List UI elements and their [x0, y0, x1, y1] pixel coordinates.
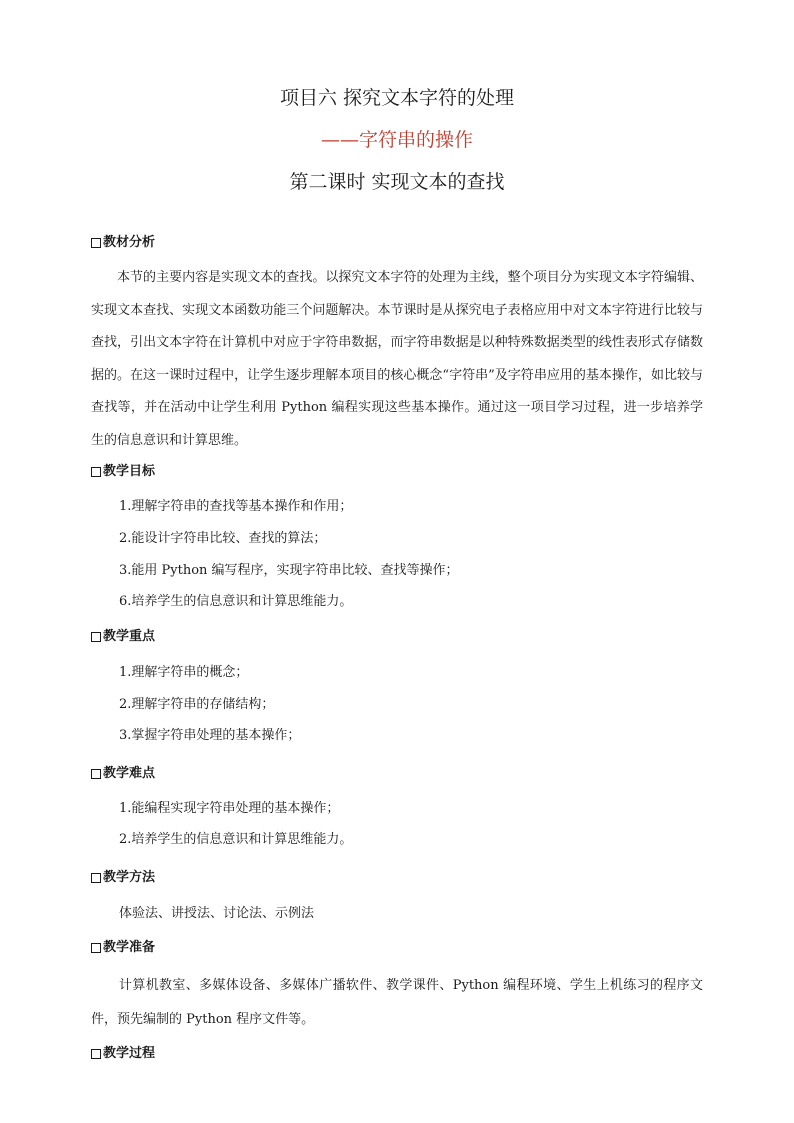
- section-heading-label: 教学过程: [103, 1046, 156, 1061]
- preparation-paragraph: 计算机教室、多媒体设备、多媒体广播软件、教学课件、Python 编程环境、学生上机练习的程序文件，预先编制的 Python 程序文件等。: [91, 978, 703, 1027]
- checkbox-square-icon: [91, 769, 101, 779]
- section-heading-difficulties: [91, 765, 155, 783]
- list-item: 2.培养学生的信息意识和计算思维能力。: [119, 832, 353, 847]
- list-item: 3.掌握字符串处理的基本操作；: [119, 728, 301, 743]
- section-heading-label: 教学难点: [103, 766, 156, 781]
- checkbox-square-icon: [91, 873, 101, 883]
- methods-text: 体验法、讲授法、讨论法、示例法: [119, 906, 315, 921]
- section-heading-key-points: [91, 628, 155, 646]
- section-heading-preparation: [91, 939, 155, 957]
- list-item: 1.能编程实现字符串处理的基本操作；: [119, 801, 340, 816]
- section-heading-label: 教学准备: [103, 940, 156, 955]
- checkbox-square-icon: [91, 238, 101, 248]
- checkbox-square-icon: [91, 1049, 101, 1059]
- checkbox-square-icon: [91, 943, 101, 953]
- section-heading-label: 教学目标: [103, 464, 156, 479]
- section-heading-goals: [91, 463, 155, 481]
- page-title: 项目六 探究文本字符的处理: [279, 87, 515, 109]
- page-subtitle: ——字符串的操作: [320, 129, 473, 151]
- section-heading-label: 教学重点: [103, 629, 156, 644]
- section-heading-methods: [91, 869, 155, 887]
- checkbox-square-icon: [91, 632, 101, 642]
- checkbox-square-icon: [91, 467, 101, 477]
- list-item: 2.能设计字符串比较、查找的算法；: [119, 531, 327, 546]
- list-item: 1.理解字符串的概念；: [119, 665, 249, 680]
- section-heading-label: 教材分析: [103, 235, 156, 250]
- section-heading-process: [91, 1045, 155, 1063]
- list-item: 6.培养学生的信息意识和计算思维能力。: [119, 594, 353, 609]
- list-item: 2.理解字符串的存储结构；: [119, 697, 275, 712]
- analysis-paragraph: 本节的主要内容是实现文本的查找。以探究文本字符的处理为主线，整个项目分为实现文本字符编辑、实现文本查找、实现文本函数功能三个问题解决。本节课时是从探究电子表格应用中对文本字符进行比较与查找，引出文本字符在计算机中对应于字符串数据，而字符串数据是以种特殊数据类型的线性表形式存储数据的。在这一课时过程中，让学生逐步理解本项目的核心概念“字符串”及字符串应用的基本操作，如比较与查找等，并在活动中让学生利用 Python 编程实现这些基本操作。通过这一项目学习过程，进一步培养学生的信息意识和计算思维。: [91, 270, 703, 448]
- section-heading-analysis: [91, 234, 155, 252]
- list-item: 1.理解字符串的查找等基本操作和作用；: [119, 499, 353, 514]
- section-heading-label: 教学方法: [103, 870, 156, 885]
- lesson-title: 第二课时 实现文本的查找: [289, 171, 505, 193]
- list-item: 3.能用 Python 编写程序，实现字符串比较、查找等操作；: [119, 563, 459, 578]
